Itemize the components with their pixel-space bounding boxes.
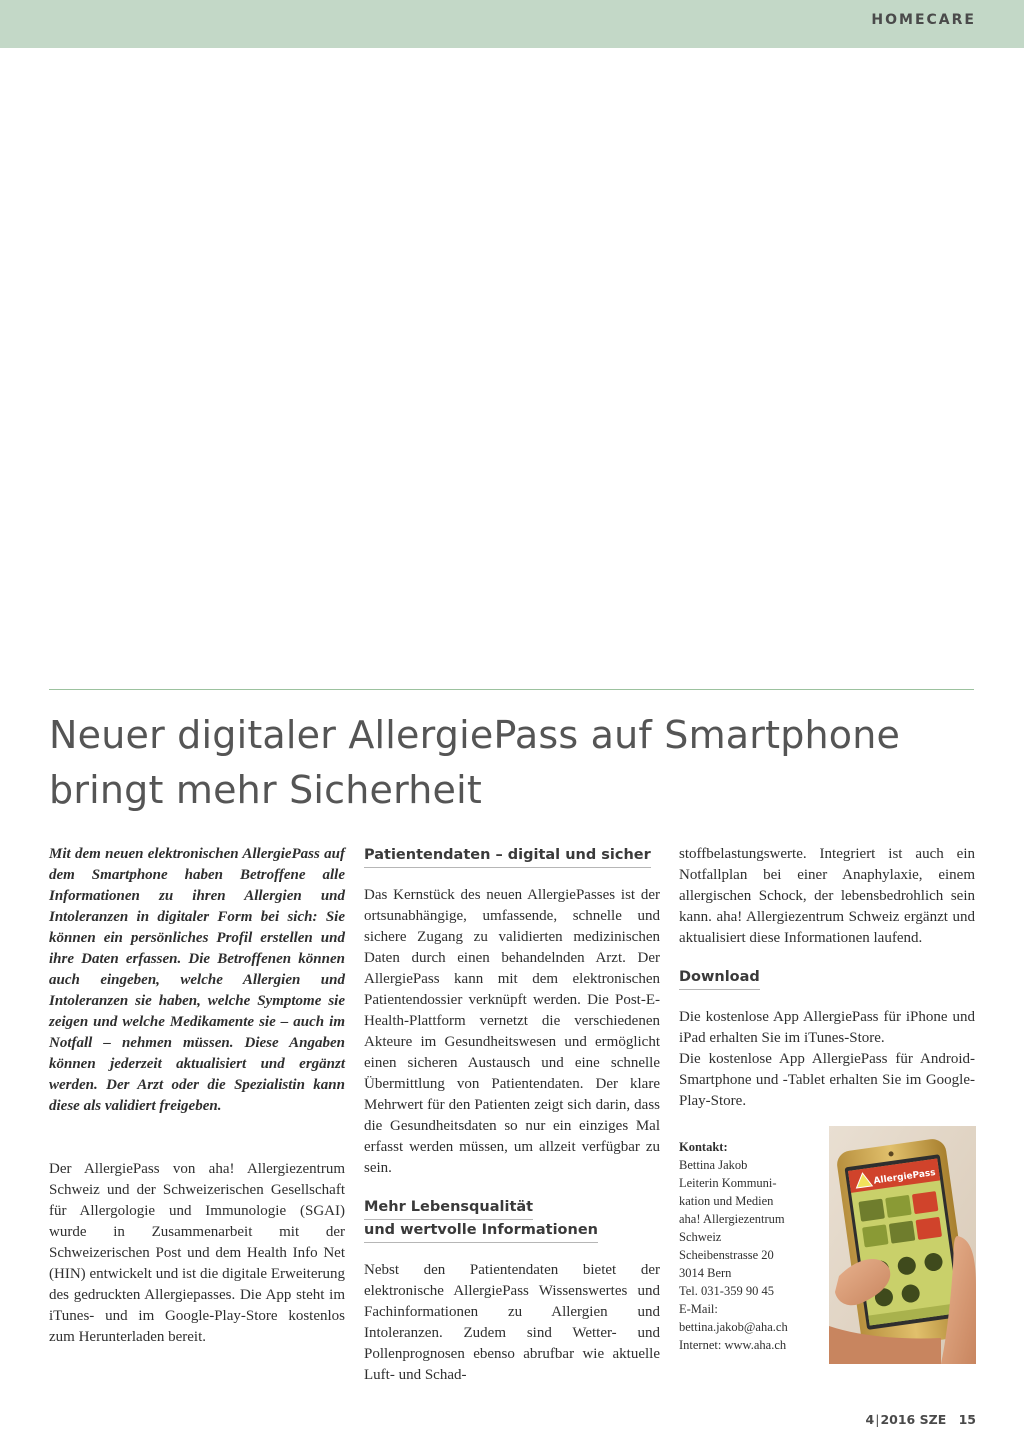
journal-name: SZE (919, 1412, 947, 1427)
section-label: HOMECARE (871, 12, 976, 28)
section-text-lebensqualitaet-continued (679, 844, 975, 949)
column-1 (49, 844, 345, 1348)
title-divider (49, 689, 974, 690)
section-heading-lebensqualitaet-line2: und wertvolle Informationen (364, 1220, 598, 1243)
download-text-ios: Die kostenlose App AllergiePass für iPhone und iPad erhalten Sie im iTunes-Store. (679, 1009, 975, 1046)
section-heading-download: Download (679, 967, 760, 990)
smartphone-photo (829, 1126, 976, 1364)
contact-label: Kontakt: (679, 1140, 728, 1154)
footer-separator: | (875, 1412, 880, 1427)
contact-line: 3014 Bern (679, 1266, 732, 1280)
article-title: Neuer digitaler AllergiePass auf Smartphone bringt mehr Sicherheit (49, 713, 901, 812)
section-heading-patientendaten: Patientendaten – digital und sicher (364, 845, 651, 868)
contact-line: Schweiz (679, 1230, 722, 1244)
section-text-lebensqualitaet-start: Nebst den Patientendaten bietet der elektronische AllergiePass Wissenswertes und Fachinformationen zu Allergien und Intoleranzen. Zudem sind Wetter- und Pollenprognosen ebenso abrufbar wie aktuelle Luft- und Schad- (364, 1262, 660, 1383)
app-title: AllergiePass (873, 1167, 937, 1187)
contact-line: Internet: www.aha.ch (679, 1338, 787, 1352)
contact-line: Bettina Jakob (679, 1158, 748, 1172)
section-text-lebensqualitaet (364, 1260, 660, 1386)
article-lead: Mit dem neuen elektronischen AllergiePass auf dem Smartphone haben Betroffene alle Informationen zu ihren Allergien und Intoleranzen in digitaler Form bei sich: Sie können ein persönliches Profil erstellen und ihre Daten erfassen. Die Betroffenen können auch eingeben, welche Allergien und Intoleranzen sie haben, welche Symptome sie zeigen und welche Medikamente sie – auch im Notfall – nehmen müssen. Diese Angaben können jederzeit aktualisiert und ergänzt werden. Der Arzt oder die Spezialistin kann diese als validiert freigeben. (49, 846, 345, 1114)
section-heading-lebensqualitaet-line1: Mehr Lebensqualität (364, 1197, 533, 1220)
header-band (0, 0, 1024, 48)
contact-line: E-Mail: (679, 1302, 718, 1316)
section-text-patientendaten: Das Kernstück des neuen AllergiePasses ist der ortsunabhängige, umfassende, schnelle und sichere Zugang zu validierten medizinischen Daten durch einen behandelnden Arzt. Der AllergiePass kann mit dem elektronischen Patientendossier verknüpft werden. Die Post-E-Health-Plattform vernetzt die verschiedenen Akteure im Gesundheitswesen und ermöglicht einen sicheren Austausch und eine schnelle Übermittlung von Patientendaten. Der klare Mehrwert für den Patienten zeigt sich darin, dass die Gesundheitsdaten so nur ein einziges Mal erfasst werden müssen, um allzeit verfügbar zu sein. (364, 887, 660, 1176)
contact-box (679, 1138, 819, 1354)
column-2 (364, 844, 660, 1386)
page-number: 15 (958, 1412, 976, 1427)
contact-line: Scheibenstrasse 20 (679, 1248, 774, 1262)
issue-number: 4 (865, 1412, 875, 1427)
contact-line: Leiterin Kommuni- (679, 1176, 777, 1190)
contact-line: Tel. 031-359 90 45 (679, 1284, 774, 1298)
page-footer (866, 1412, 976, 1427)
section-text-lebensqualitaet-end: stoffbelastungswerte. Integriert ist auch ein Notfallplan bei einer Anaphylaxie, einem allergischen Schock, der lebensbedrohlich sein kann. aha! Allergiezentrum Schweiz ergänzt und aktualisiert diese Informationen laufend. (679, 846, 975, 946)
download-text-android: Die kostenlose App AllergiePass für Android-Smartphone und -Tablet erhalten Sie im Google-Play-Store. (679, 1051, 975, 1109)
article-intro: Der AllergiePass von aha! Allergiezentrum Schweiz und der Schweizerischen Gesellschaft für Allergologie und Immunologie (SGAI) wurde in Zusammenarbeit mit der Schweizerischen Post und dem Health Info Net (HIN) entwickelt und ist die digitale Erweiterung des gedruckten Allergiepasses. Die App steht im iTunes- und im Google-Play-Store kostenlos zum Herunterladen bereit. (49, 1161, 345, 1345)
issue-year: 2016 (880, 1412, 916, 1427)
contact-line: bettina.jakob@aha.ch (679, 1320, 788, 1334)
contact-line: aha! Allergiezentrum (679, 1212, 785, 1226)
column-3 (679, 844, 975, 1112)
smartphone-illustration (829, 1126, 976, 1364)
contact-line: kation und Medien (679, 1194, 774, 1208)
